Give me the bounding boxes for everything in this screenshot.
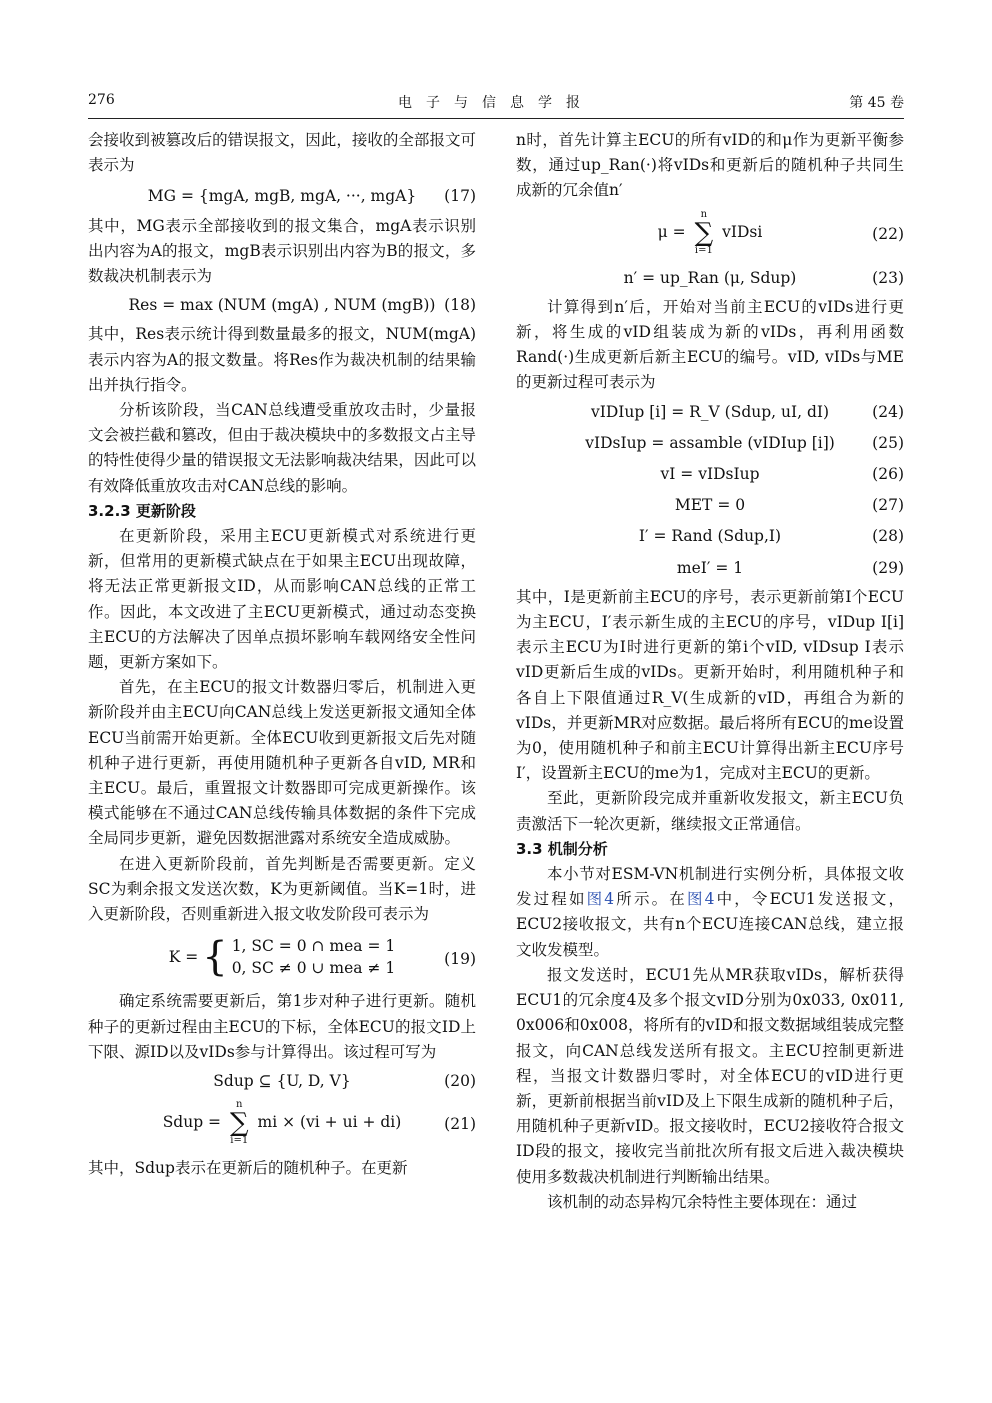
equation-case: 1, SC = 0 ∩ mea = 1: [231, 937, 396, 956]
paragraph: 该机制的动态异构冗余特性主要体现在：通过: [547, 1192, 858, 1211]
paragraph: 在进入更新阶段前，首先判断是否需要更新。定义SC为剩余报文发送次数，K为更新阈值。当K=1时，进入更新阶段，否则重新进入报文收发阶段可表示为: [88, 854, 476, 924]
text-run: 中，令ECU1发送报文，ECU2接收报文，共有n个ECU连接CAN总线，建立报文收发模型。: [516, 890, 904, 959]
equation-body: meI′ = 1: [676, 558, 744, 577]
section-heading: 3.2.3 更新阶段: [88, 501, 196, 520]
equation-20: [88, 1069, 476, 1094]
sum-upper: n: [700, 208, 708, 220]
paragraph: 会接收到被篡改后的错误报文，因此，接收的全部报文可表示为: [88, 131, 476, 175]
equation-24: [516, 400, 904, 425]
equation-number: (29): [872, 558, 904, 577]
paragraph: n时，首先计算主ECU的所有vID的和μ作为更新平衡参数，通过up_Ran(·)将vIDs和更新后的随机种子共同生成新的冗余值n′: [516, 131, 904, 200]
equation-17: [88, 184, 476, 209]
text-run: 所示。在: [614, 890, 687, 909]
figure-link[interactable]: 图4: [586, 890, 615, 909]
equation-26: [516, 462, 904, 487]
equation-19: [88, 935, 476, 981]
equation-number: (25): [872, 433, 904, 452]
equation-23: [516, 266, 904, 291]
sum-upper: n: [236, 1099, 243, 1111]
equation-number: (27): [872, 496, 904, 515]
equation-number: (19): [444, 950, 476, 969]
equation-number: (18): [444, 296, 476, 315]
paragraph: 首先，在主ECU的报文计数器归零后，机制进入更新阶段并由主ECU向CAN总线上发送更新报文通知全体ECU当前需开始更新。全体ECU收到更新报文后先对随机种子进行更新，再使用随机种子更新各自vID, MR和主ECU。最后，重置报文计数器即可完成更新操作。该模式能够在不通过CAN总线传输具体数据的条件下完成全局同步更新，避免因数据泄露对系统安全造成威胁。: [88, 678, 476, 848]
equation-lhs: K =: [168, 947, 199, 966]
paragraph: [516, 862, 904, 963]
paragraph: 其中，Sdup表示在更新后的随机种子。在更新: [88, 1159, 408, 1178]
equation-25: [516, 431, 904, 456]
equation-number: (22): [872, 224, 904, 243]
equation-number: (20): [444, 1071, 476, 1090]
equation-29: [516, 556, 904, 581]
equation-number: (24): [872, 402, 904, 421]
equation-22: [516, 210, 904, 260]
page-number: 276: [88, 92, 115, 108]
equation-lhs: Sdup =: [162, 1113, 222, 1132]
header-rule: [88, 118, 904, 119]
brace-icon: {: [202, 934, 228, 981]
equation-body: I′ = Rand (Sdup,I): [638, 527, 782, 546]
right-column: [516, 128, 904, 1215]
equation-number: (26): [872, 465, 904, 484]
equation-lhs: μ =: [657, 222, 686, 241]
equation-body: MG = {mgA, mgB, mgA, ···, mgA}: [147, 187, 417, 206]
equation-body: vIDsIup = assamble (vIDIup [i]): [585, 433, 835, 452]
section-heading: 3.3 机制分析: [516, 839, 608, 858]
sum-lower: i=1: [230, 1135, 249, 1147]
paragraph: 在更新阶段，采用主ECU更新模式对系统进行更新，但常用的更新模式缺点在于如果主ECU出现故障，将无法正常更新报文ID，从而影响CAN总线的正常工作。因此，本文改进了主ECU更新模式，通过动态变换主ECU的方法解决了因单点损坏影响车载网络安全性问题，更新方案如下。: [88, 527, 476, 672]
equation-number: (23): [872, 268, 904, 287]
equation-body: Sdup ⊆ {U, D, V}: [213, 1071, 351, 1090]
paragraph: 确定系统需要更新后，第1步对种子进行更新。随机种子的更新过程由主ECU的下标，全体ECU的报文ID上下限、源ID以及vIDs参与计算得出。该过程可写为: [88, 992, 476, 1061]
sum-lower: i=1: [694, 244, 713, 256]
sum-icon: n ∑ i=1: [694, 208, 714, 256]
equation-rhs: mi × (vi + ui + di): [257, 1113, 402, 1132]
paragraph: 报文发送时，ECU1先从MR获取vIDs，解析获得ECU1的冗余度4及多个报文vID分别为0x033, 0x011, 0x006和0x008，将所有的vID和报文数据域组装成完整报文，向CAN总线发送所有报文。主ECU控制更新进程，当报文计数器归零时，对全体ECU的vID进行更新，更新前根据当前vID及上下限生成新的随机种子后，用随机种子更新vID。报文接收时，ECU2接收符合报文ID段的报文，接收完当前批次所有报文后进入裁决模块使用多数裁决机制进行判断输出结果。: [516, 965, 904, 1186]
journal-title: 电子与信息学报: [398, 95, 594, 111]
paragraph: 至此，更新阶段完成并重新收发报文，新主ECU负责激活下一轮次更新，继续报文正常通信。: [516, 789, 904, 833]
equation-body: Res = max (NUM (mgA) , NUM (mgB)): [128, 296, 436, 315]
paragraph: 其中，I是更新前主ECU的序号，表示更新前第I个ECU为主ECU，I′表示新生成的主ECU的序号，vIDup I[i]表示主ECU为I时进行更新的第i个vID, vIDsup I表示vID更新后生成的vIDs。更新开始时，利用随机种子和各自上下限值通过R_V(生成新的vID，再组合为新的vIDs，并更新MR对应数据。最后将所有ECU的me设置为0，使用随机种子和前主ECU计算得出新主ECU序号I′，设置新主ECU的me为1，完成对主ECU的更新。: [516, 587, 904, 783]
figure-link[interactable]: 图4: [686, 890, 715, 909]
equation-rhs: vIDsi: [722, 222, 763, 241]
equation-body: MET = 0: [674, 496, 746, 515]
sum-icon: n ∑ i=1: [230, 1099, 249, 1147]
equation-body: vI = vIDsIup: [660, 465, 760, 484]
paragraph: 其中，MG表示全部接收到的报文集合，mgA表示识别出内容为A的报文，mgB表示识别出内容为B的报文，多数裁决机制表示为: [88, 216, 476, 286]
page-header: [88, 92, 904, 118]
equation-body: n′ = up_Ran (μ, Sdup): [623, 268, 797, 287]
equation-21: [88, 1100, 476, 1150]
equation-number: (17): [444, 187, 476, 206]
paragraph: 计算得到n′后，开始对当前主ECU的vIDs进行更新，将生成的vID组装成为新的vIDs，再利用函数Rand(·)生成更新后新主ECU的编号。vID, vIDs与ME的更新过程可表示为: [516, 297, 904, 392]
equation-case: 0, SC ≠ 0 ∪ mea ≠ 1: [231, 959, 396, 978]
volume-label: 第 45 卷: [849, 95, 904, 111]
equation-28: [516, 524, 904, 549]
text-run: 本小节对ESM-VN机制进行实例分析，具体报文收发过程如: [516, 865, 904, 909]
paragraph: 分析该阶段，当CAN总线遭受重放攻击时，少量报文会被拦截和篡改，但由于裁决模块中的多数报文占主导的特性使得少量的错误报文无法影响裁决结果，因此可以有效降低重放攻击对CAN总线的影响。: [88, 401, 476, 495]
equation-number: (21): [444, 1115, 476, 1134]
left-column: [88, 128, 476, 1181]
paragraph: 其中，Res表示统计得到数量最多的报文，NUM(mgA)表示内容为A的报文数量。将Res作为裁决机制的结果输出并执行指令。: [88, 325, 476, 394]
equation-27: [516, 493, 904, 518]
equation-number: (28): [872, 527, 904, 546]
equation-body: vIDIup [i] = R_V (Sdup, uI, dI): [590, 402, 830, 421]
equation-18: [88, 293, 476, 318]
